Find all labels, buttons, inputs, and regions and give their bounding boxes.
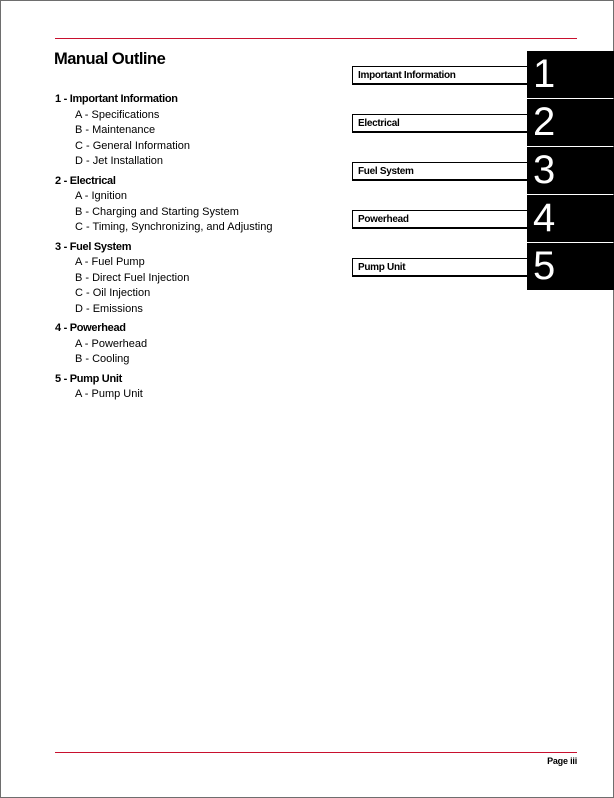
page-number: Page iii — [547, 756, 577, 766]
section-tab-1[interactable] — [352, 51, 614, 99]
outline-subsection[interactable]: A - Fuel Pump — [75, 256, 145, 268]
outline-subsection[interactable]: A - Powerhead — [75, 337, 148, 350]
outline-subsection[interactable]: A - Pump Unit — [75, 388, 143, 400]
section-tab-number: 1 — [527, 51, 614, 98]
outline-section-heading[interactable]: 5 - Pump Unit — [55, 372, 122, 385]
outline-section-heading[interactable]: 2 - Electrical — [55, 174, 116, 187]
outline-subsection[interactable]: A - Ignition — [75, 190, 127, 202]
section-tab-number: 2 — [527, 99, 614, 146]
bottom-rule — [55, 752, 577, 753]
section-tab-label: Important Information — [352, 66, 527, 85]
outline-section-heading[interactable]: 3 - Fuel System — [55, 240, 132, 253]
section-tab-3[interactable] — [352, 147, 614, 195]
section-tab-label: Pump Unit — [352, 258, 527, 277]
page-title: Manual Outline — [54, 50, 166, 68]
outline-section-heading[interactable]: 1 - Important Information — [55, 93, 178, 105]
outline-list — [55, 92, 345, 403]
section-tab-label: Powerhead — [352, 210, 527, 229]
section-tab-label: Electrical — [352, 114, 527, 133]
section-tab-4[interactable] — [352, 195, 614, 243]
top-rule — [55, 38, 577, 39]
outline-subsection[interactable]: B - Direct Fuel Injection — [75, 271, 190, 284]
section-tab-5[interactable] — [352, 243, 614, 291]
outline-subsection[interactable]: B - Cooling — [75, 353, 130, 365]
outline-subsection[interactable]: D - Emissions — [75, 302, 143, 315]
outline-subsection[interactable]: C - Timing, Synchronizing, and Adjusting — [75, 221, 273, 233]
section-tab-label: Fuel System — [352, 162, 527, 181]
outline-subsection[interactable]: B - Maintenance — [75, 124, 156, 136]
outline-section-heading[interactable]: 4 - Powerhead — [55, 322, 126, 334]
outline-subsection[interactable]: D - Jet Installation — [75, 155, 164, 167]
outline-subsection[interactable]: A - Specifications — [75, 108, 160, 121]
outline-subsection[interactable]: C - General Information — [75, 139, 190, 152]
section-tab-number: 5 — [527, 243, 614, 290]
outline-subsection[interactable]: B - Charging and Starting System — [75, 205, 239, 218]
section-tab-number: 4 — [527, 195, 614, 242]
section-tab-2[interactable] — [352, 99, 614, 147]
outline-subsection[interactable]: C - Oil Injection — [75, 287, 151, 299]
section-tab-number: 3 — [527, 147, 614, 194]
